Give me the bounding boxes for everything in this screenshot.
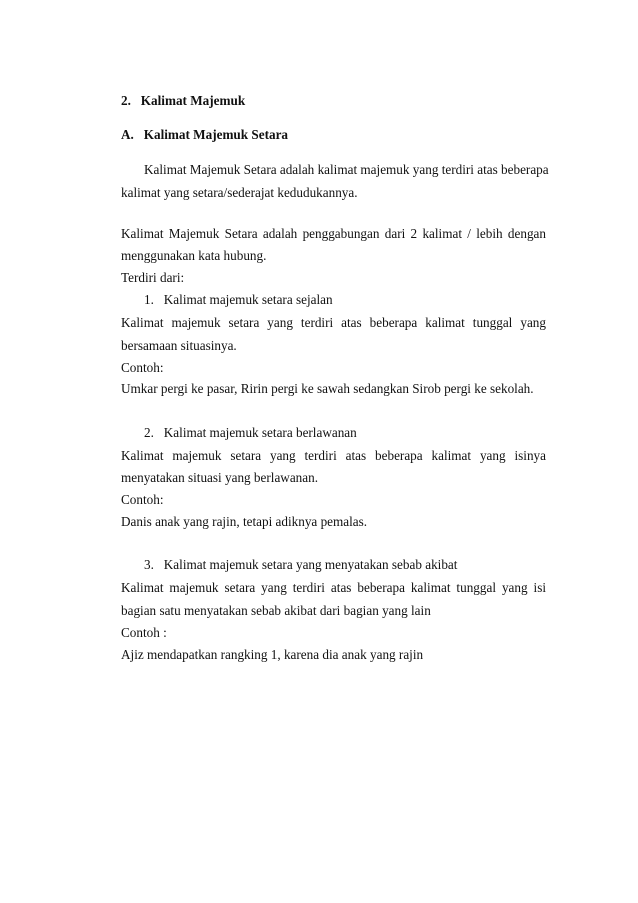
list-item-desc-line-2: bersamaan situasinya.	[121, 338, 237, 353]
list-item-title	[144, 425, 546, 441]
list-item-label: Kalimat majemuk setara sejalan	[163, 292, 333, 307]
definition2-line-2: menggunakan kata hubung.	[121, 248, 267, 263]
list-item-title	[144, 557, 546, 573]
example-label: Contoh:	[121, 360, 164, 375]
subsection-heading	[121, 127, 546, 143]
section-number: 2.	[121, 93, 131, 108]
subsection-letter: A.	[121, 127, 134, 142]
example-label: Contoh :	[121, 625, 167, 640]
list-item-desc-line-2: menyatakan situasi yang berlawanan.	[121, 470, 319, 485]
list-item-title	[144, 292, 546, 308]
definition-line-2: kalimat yang setara/sederajat kedudukannya.	[121, 185, 358, 200]
example-sentence: Danis anak yang rajin, tetapi adiknya pemalas.	[121, 514, 368, 529]
definition-line-1: Kalimat Majemuk Setara adalah kalimat majemuk yang terdiri atas beberapa	[144, 162, 549, 177]
list-item-number: 3.	[144, 557, 154, 572]
list-item-number: 1.	[144, 292, 154, 307]
section-title: Kalimat Majemuk	[140, 93, 246, 108]
list-item-desc-line-1: Kalimat majemuk setara yang terdiri atas beberapa kalimat tunggal yang	[121, 315, 546, 330]
example-label: Contoh:	[121, 492, 164, 507]
list-item-desc-line-1: Kalimat majemuk setara yang terdiri atas beberapa kalimat tunggal yang isi	[121, 580, 546, 595]
list-item-label: Kalimat majemuk setara berlawanan	[163, 425, 357, 440]
section-heading	[121, 93, 546, 109]
list-item-label: Kalimat majemuk setara yang menyatakan sebab akibat	[163, 557, 458, 572]
definition2-line-1: Kalimat Majemuk Setara adalah penggabungan dari 2 kalimat / lebih dengan	[121, 226, 546, 241]
example-sentence: Ajiz mendapatkan rangking 1, karena dia anak yang rajin	[121, 647, 424, 662]
terdiri-label: Terdiri dari:	[121, 270, 185, 285]
example-sentence: Umkar pergi ke pasar, Ririn pergi ke sawah sedangkan Sirob pergi ke sekolah.	[121, 381, 534, 396]
list-item-desc-line-1: Kalimat majemuk setara yang terdiri atas beberapa kalimat yang isinya	[121, 448, 546, 463]
list-item-number: 2.	[144, 425, 154, 440]
subsection-title: Kalimat Majemuk Setara	[143, 127, 289, 142]
list-item-desc-line-2: bagian satu menyatakan sebab akibat dari bagian yang lain	[121, 603, 431, 618]
